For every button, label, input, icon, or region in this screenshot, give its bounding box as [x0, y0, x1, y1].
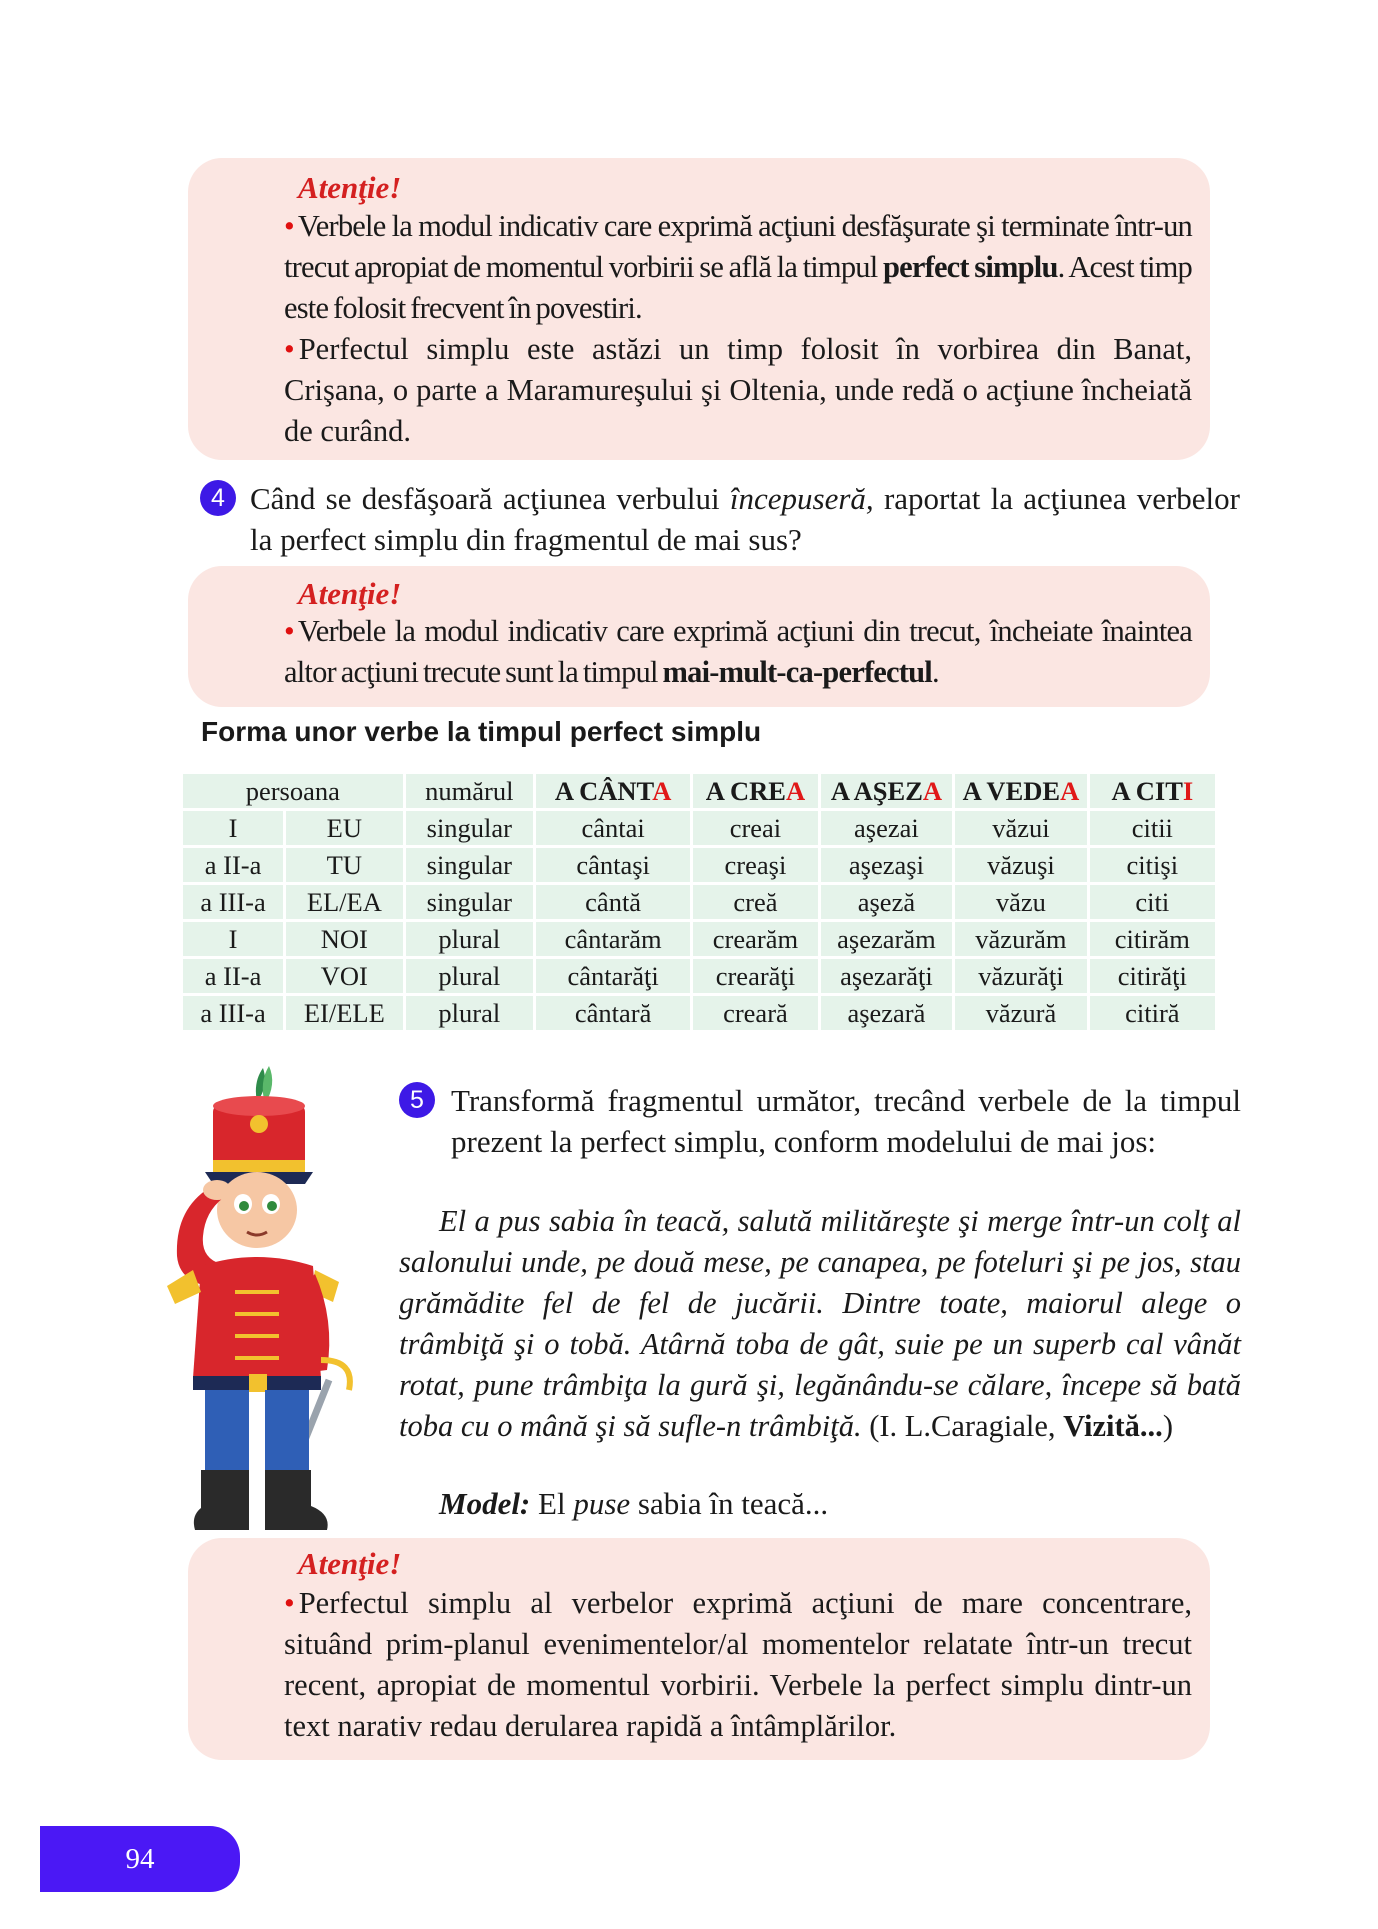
table-row: a II-a TU singular cântaşi creaşi aşezaşi văzuşi citişi	[183, 848, 1215, 882]
table-row: I EU singular cântai creai aşezai văzui citii	[183, 811, 1215, 845]
question-number-badge: 4	[200, 480, 236, 516]
page-number: 94	[40, 1826, 240, 1892]
question-number-badge: 5	[399, 1082, 435, 1118]
table-row: a II-a VOI plural cântarăţi crearăţi aşezarăţi văzurăţi citirăţi	[183, 959, 1215, 993]
note-title: Atenţie!	[298, 576, 402, 611]
note-box-3	[188, 1538, 1210, 1760]
question-4-text: Când se desfăşoară acţiunea verbului începuseră, raportat la acţiunea verbelor la perfect simplu din fragmentul de mai sus?	[250, 481, 1240, 557]
note-title: Atenţie!	[298, 170, 402, 205]
toy-soldier-illustration	[135, 1060, 355, 1550]
table-row: a III-a EI/ELE plural cântară creară aşezară văzură citiră	[183, 996, 1215, 1030]
note-bullet: • Verbele la modul indicativ care exprimă acţiuni desfăşurate şi terminate într-un trecut apropiat de momentul vorbirii se află la timpul perfect simplu. Acest timp este folosit frecvent în povestiri.	[284, 209, 1192, 325]
table-row: a III-a EL/EA singular cântă creă aşeză văzu citi	[183, 885, 1215, 919]
header-verb: A CREA	[693, 774, 817, 808]
note-box-1	[188, 158, 1210, 460]
header-verb: A AŞEZA	[821, 774, 953, 808]
bullet-icon: •	[284, 1586, 295, 1620]
header-verb: A CITI	[1090, 774, 1215, 808]
header-verb: A VEDEA	[955, 774, 1086, 808]
note-box-2	[188, 566, 1210, 707]
header-numarul: numărul	[406, 774, 533, 808]
question-5-text: Transformă fragmentul următor, trecând verbele de la timpul prezent la perfect simplu, conform modelului de mai jos:	[451, 1083, 1241, 1159]
model-example: Model: El puse sabia în teacă...	[439, 1486, 829, 1521]
table-heading: Forma unor verbe la timpul perfect simplu	[201, 716, 762, 747]
header-verb: A CÂNTA	[536, 774, 690, 808]
note-title: Atenţie!	[298, 1546, 402, 1581]
bullet-icon: •	[284, 332, 295, 366]
bullet-icon: •	[284, 614, 294, 648]
note-bullet: • Verbele la modul indicativ care exprimă acţiuni din trecut, încheiate înaintea altor acţiuni trecute sunt la timpul mai-mult-ca-perfectul.	[284, 614, 1192, 689]
header-persoana: persoana	[183, 774, 403, 808]
note-bullet: • Perfectul simplu este astăzi un timp folosit în vorbirea din Banat, Crişana, o parte a Maramureşului şi Oltenia, unde redă o acţiune încheiată de curând.	[284, 332, 1192, 448]
verb-conjugation-table	[180, 771, 1218, 1033]
table-row: I NOI plural cântarăm crearăm aşezarăm văzurăm citirăm	[183, 922, 1215, 956]
note-bullet: • Perfectul simplu al verbelor exprimă acţiuni de mare concentrare, situând prim-planul evenimentelor/al momentelor relatate într-un trecut recent, apropiat de momentul vorbirii. Verbele la perfect simplu dintr-un text narativ redau derularea rapidă a întâmplărilor.	[284, 1586, 1192, 1743]
table-header-row	[183, 774, 1215, 808]
literary-excerpt: El a pus sabia în teacă, salută milităreşte şi merge într-un colţ al salonului unde, pe două mese, pe canapea, pe foteluri şi pe jos, stau grămădite fel de fel de jucării. Dintre toate, maiorul alege o trâmbiţă şi o tobă. Atârnă toba de gât, suie pe un superb cal vânăt rotat, pune trâmbiţa la gură şi, legănându-se călare, începe să bată toba cu o mână şi să sufle-n trâmbiţă. (I. L.Caragiale, Vizită...)	[399, 1204, 1241, 1443]
bullet-icon: •	[284, 209, 294, 243]
